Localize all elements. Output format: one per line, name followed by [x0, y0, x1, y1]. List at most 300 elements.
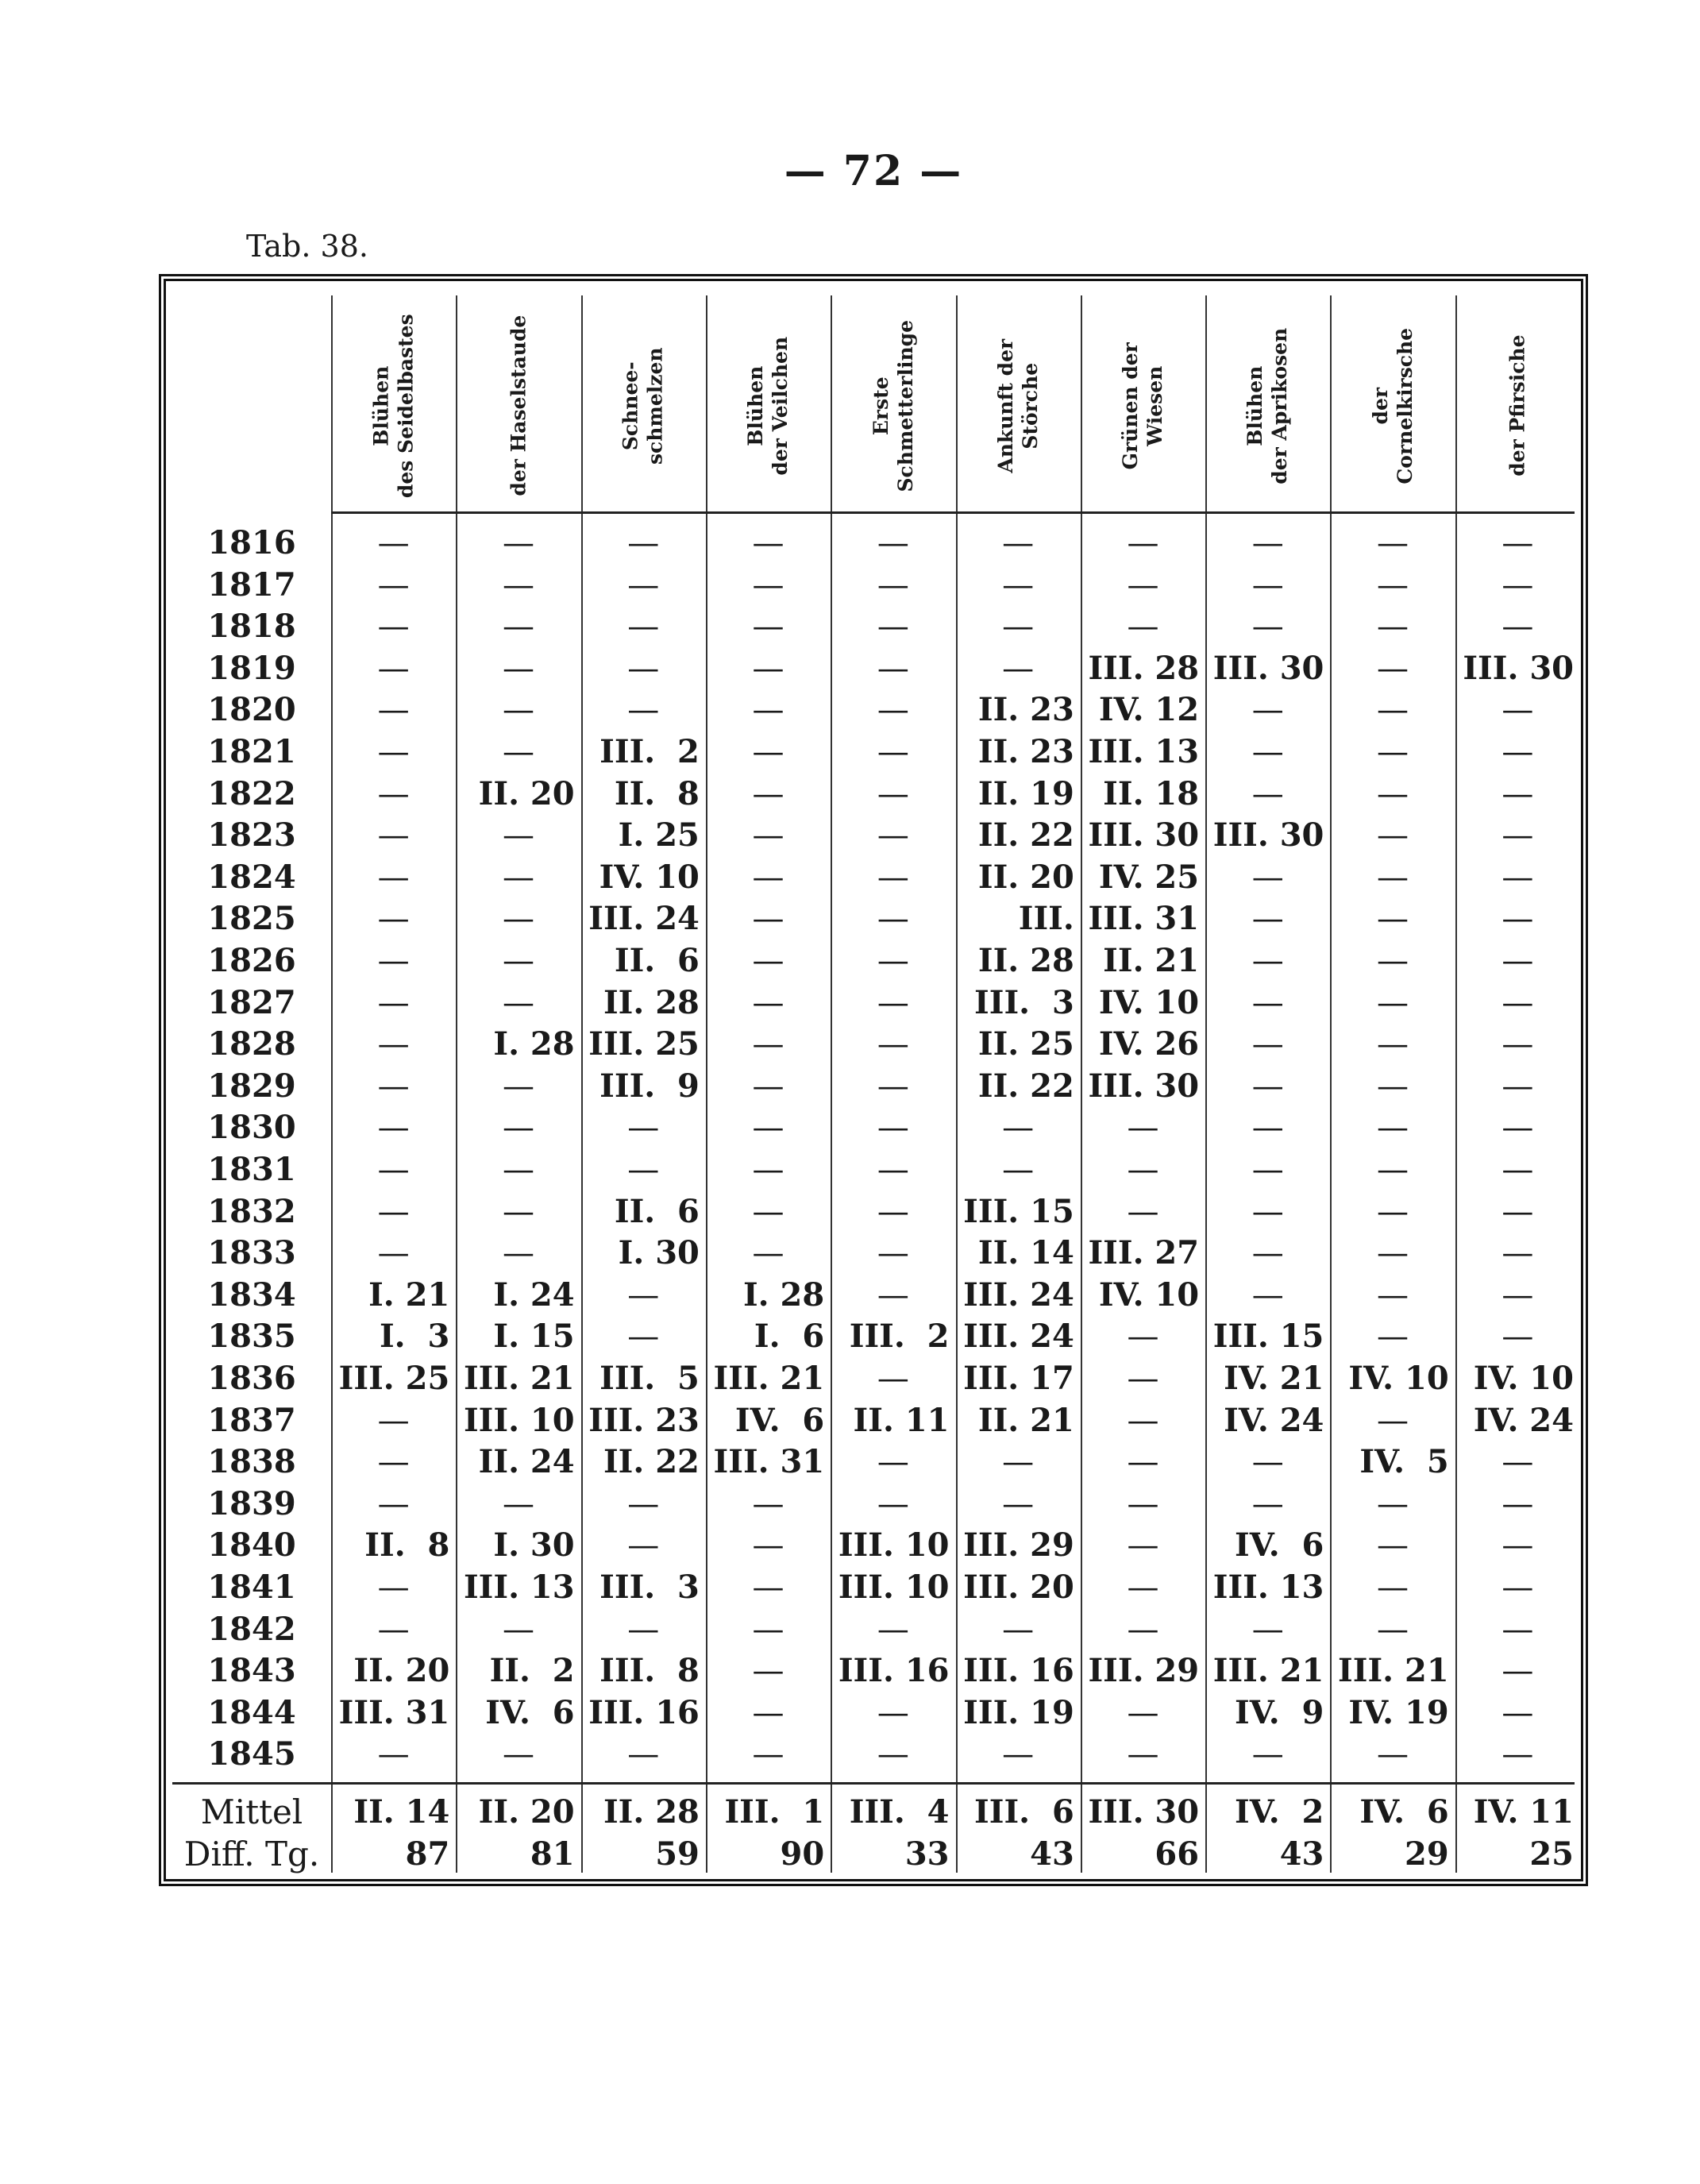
- table-cell: I. 30: [618, 1234, 700, 1272]
- table-cell: —: [752, 775, 784, 812]
- table-cell: —: [1127, 1152, 1159, 1188]
- row-year: 1817: [207, 565, 296, 604]
- table-cell: —: [1377, 859, 1409, 896]
- table-cell: —: [1251, 1235, 1284, 1272]
- table-cell: —: [377, 1026, 410, 1063]
- column-header: [831, 302, 955, 510]
- diff-cell: 90: [780, 1835, 825, 1873]
- table-cell: —: [1127, 1485, 1159, 1522]
- table-cell: —: [1127, 1402, 1159, 1439]
- table-cell: —: [877, 817, 909, 855]
- table-cell: II. 23: [977, 691, 1074, 729]
- table-cell: IV. 12: [1098, 691, 1200, 729]
- table-cell: —: [1501, 1611, 1534, 1648]
- footer-rule: [172, 1782, 1575, 1785]
- table-cell: IV. 19: [1348, 1693, 1449, 1731]
- mittel-cell: II. 20: [478, 1793, 575, 1831]
- mittel-cell: III. 30: [1088, 1793, 1200, 1831]
- table-cell: III. 8: [599, 1652, 700, 1690]
- row-year: 1832: [207, 1192, 296, 1230]
- table-cell: III. 21: [713, 1360, 825, 1397]
- row-year: 1840: [207, 1526, 296, 1565]
- table-cell: —: [877, 943, 909, 979]
- table-cell: —: [1127, 1527, 1159, 1565]
- table-cell: —: [377, 1152, 410, 1188]
- row-year: 1830: [207, 1109, 296, 1147]
- table-cell: —: [502, 1109, 534, 1147]
- row-year: 1833: [207, 1234, 296, 1272]
- table-cell: III. 24: [588, 900, 700, 938]
- table-cell: —: [377, 650, 410, 687]
- row-year: 1816: [207, 524, 296, 561]
- table-cell: —: [1127, 1193, 1159, 1230]
- table-cell: II. 23: [977, 733, 1074, 770]
- table-cell: III. 19: [963, 1693, 1074, 1731]
- table-cell: —: [1377, 650, 1409, 687]
- row-year: 1822: [207, 774, 296, 812]
- row-year: 1828: [207, 1025, 296, 1063]
- table-cell: —: [1377, 775, 1409, 812]
- diff-label: Diff. Tg.: [183, 1834, 320, 1873]
- table-cell: III.: [1018, 900, 1074, 938]
- table-cell: —: [877, 692, 909, 729]
- row-year: 1837: [207, 1401, 296, 1439]
- table-cell: —: [627, 525, 660, 561]
- column-header: [1455, 302, 1580, 510]
- table-cell: —: [1501, 1235, 1534, 1272]
- column-divider: [331, 295, 333, 1873]
- table-cell: —: [1501, 1318, 1534, 1356]
- table-cell: —: [1377, 1402, 1409, 1439]
- table-cell: —: [1251, 984, 1284, 1021]
- row-year: 1831: [207, 1151, 296, 1188]
- table-cell: III. 21: [1338, 1652, 1449, 1690]
- table-cell: —: [627, 1152, 660, 1188]
- table-cell: —: [1251, 692, 1284, 729]
- table-cell: —: [627, 1736, 660, 1773]
- table-cell: —: [1002, 525, 1035, 561]
- row-year: 1820: [207, 691, 296, 729]
- column-divider: [956, 295, 958, 1873]
- table-cell: III. 16: [963, 1652, 1074, 1690]
- table-cell: —: [877, 1026, 909, 1063]
- table-cell: —: [627, 1276, 660, 1314]
- table-cell: III. 29: [963, 1526, 1074, 1565]
- table-cell: —: [1377, 1611, 1409, 1648]
- table-cell: II. 14: [977, 1234, 1074, 1272]
- table-cell: —: [877, 1109, 909, 1147]
- table-cell: —: [1501, 775, 1534, 812]
- header-rule: [331, 511, 1575, 514]
- diff-cell: 25: [1529, 1835, 1574, 1873]
- table-cell: —: [752, 1694, 784, 1731]
- table-cell: —: [1377, 1193, 1409, 1230]
- mittel-cell: III. 6: [974, 1793, 1074, 1831]
- table-cell: —: [1377, 1276, 1409, 1314]
- table-cell: I. 15: [493, 1318, 575, 1356]
- table-cell: —: [752, 1736, 784, 1773]
- diff-cell: 43: [1030, 1835, 1074, 1873]
- row-year: 1827: [207, 983, 296, 1021]
- row-year: 1821: [207, 733, 296, 770]
- table-cell: —: [627, 1527, 660, 1565]
- table-cell: IV. 24: [1473, 1401, 1574, 1439]
- table-cell: —: [752, 1067, 784, 1105]
- table-cell: —: [1251, 1193, 1284, 1230]
- table-cell: —: [1377, 734, 1409, 770]
- column-divider: [1081, 295, 1082, 1873]
- table-cell: —: [752, 817, 784, 855]
- table-cell: —: [1501, 859, 1534, 896]
- table-cell: —: [1127, 1569, 1159, 1606]
- table-cell: —: [877, 566, 909, 604]
- table-cell: I. 21: [368, 1275, 450, 1314]
- table-cell: III. 21: [463, 1360, 575, 1397]
- table-cell: —: [752, 1653, 784, 1690]
- table-cell: II. 22: [603, 1443, 700, 1481]
- table-cell: III. 10: [838, 1569, 950, 1606]
- mittel-cell: IV. 11: [1473, 1793, 1574, 1831]
- table-cell: —: [1127, 1360, 1159, 1397]
- table-cell: —: [1127, 1109, 1159, 1147]
- table-cell: —: [502, 984, 534, 1021]
- table-cell: —: [1251, 1276, 1284, 1314]
- table-cell: II. 2: [489, 1652, 575, 1690]
- column-header-text: Blühen der Aprikosen: [1243, 327, 1292, 484]
- table-cell: III. 25: [588, 1025, 700, 1063]
- table-cell: I. 28: [742, 1275, 825, 1314]
- table-cell: II. 28: [603, 983, 700, 1021]
- table-cell: —: [1251, 901, 1284, 938]
- table-cell: —: [502, 650, 534, 687]
- table-cell: —: [1127, 1694, 1159, 1731]
- table-cell: —: [1377, 1067, 1409, 1105]
- table-cell: II. 20: [353, 1652, 450, 1690]
- table-cell: II. 21: [977, 1401, 1074, 1439]
- table-cell: —: [1002, 608, 1035, 646]
- table-cell: —: [1501, 1736, 1534, 1773]
- table-cell: —: [752, 692, 784, 729]
- table-cell: IV. 10: [1098, 983, 1200, 1021]
- table-cell: —: [877, 1736, 909, 1773]
- table-cell: —: [1127, 525, 1159, 561]
- table-cell: —: [1002, 566, 1035, 604]
- table-cell: —: [752, 1109, 784, 1147]
- table-cell: —: [1251, 1736, 1284, 1773]
- table-cell: —: [1377, 608, 1409, 646]
- table-cell: —: [877, 1276, 909, 1314]
- table-cell: IV. 5: [1359, 1443, 1449, 1481]
- table-cell: —: [877, 525, 909, 561]
- table-cell: II. 21: [1103, 942, 1200, 979]
- table-cell: —: [1377, 1736, 1409, 1773]
- table-cell: —: [377, 1235, 410, 1272]
- table-cell: —: [1377, 1152, 1409, 1188]
- table-cell: —: [377, 1402, 410, 1439]
- diff-cell: 29: [1405, 1835, 1449, 1873]
- row-year: 1834: [207, 1275, 296, 1314]
- table-cell: III. 23: [588, 1401, 700, 1439]
- table-cell: —: [1501, 566, 1534, 604]
- column-header-text: Erste Schmetterlinge: [869, 319, 917, 492]
- table-cell: I. 6: [754, 1318, 825, 1356]
- row-year: 1826: [207, 942, 296, 979]
- table-cell: —: [1251, 1026, 1284, 1063]
- row-year: 1835: [207, 1318, 296, 1356]
- table-cell: II. 22: [977, 816, 1074, 855]
- phenology-table: [159, 274, 1588, 1886]
- table-cell: —: [377, 1736, 410, 1773]
- column-divider: [1455, 295, 1457, 1873]
- table-cell: —: [377, 1569, 410, 1606]
- row-year: 1836: [207, 1360, 296, 1397]
- table-cell: III. 10: [838, 1526, 950, 1565]
- table-cell: —: [752, 1569, 784, 1606]
- table-cell: —: [1501, 734, 1534, 770]
- table-cell: —: [1377, 1318, 1409, 1356]
- table-cell: I. 25: [618, 816, 700, 855]
- table-cell: —: [1377, 817, 1409, 855]
- table-cell: —: [877, 1694, 909, 1731]
- column-header-text: der Haselstaude: [507, 315, 530, 496]
- table-cell: I. 24: [493, 1275, 575, 1314]
- table-cell: —: [752, 525, 784, 561]
- table-cell: —: [1501, 1276, 1534, 1314]
- table-cell: —: [377, 1109, 410, 1147]
- table-cell: —: [877, 650, 909, 687]
- table-cell: —: [1377, 901, 1409, 938]
- column-header: [581, 302, 706, 510]
- table-cell: III. 2: [849, 1318, 950, 1356]
- table-cell: I. 28: [493, 1025, 575, 1063]
- table-cell: IV. 10: [1473, 1360, 1574, 1397]
- row-year: 1842: [207, 1610, 296, 1648]
- table-cell: —: [1501, 1694, 1534, 1731]
- table-cell: —: [1377, 1569, 1409, 1606]
- table-cell: II. 25: [977, 1025, 1074, 1063]
- table-cell: —: [877, 1235, 909, 1272]
- table-cell: —: [377, 1444, 410, 1481]
- table-cell: —: [1377, 566, 1409, 604]
- table-cell: —: [1002, 1152, 1035, 1188]
- column-header: [1205, 302, 1330, 510]
- table-cell: —: [1501, 1026, 1534, 1063]
- table-cell: —: [1002, 1444, 1035, 1481]
- table-cell: —: [1251, 1485, 1284, 1522]
- table-cell: —: [627, 608, 660, 646]
- table-cell: —: [627, 692, 660, 729]
- table-cell: —: [752, 1611, 784, 1648]
- table-cell: —: [627, 1109, 660, 1147]
- table-cell: —: [377, 608, 410, 646]
- row-year: 1829: [207, 1067, 296, 1105]
- table-cell: —: [1501, 817, 1534, 855]
- table-cell: —: [502, 943, 534, 979]
- table-cell: III. 27: [1088, 1234, 1200, 1272]
- column-header: [706, 302, 831, 510]
- table-cell: III. 5: [599, 1360, 700, 1397]
- column-header-text: Blühen des Seidelbastes: [369, 314, 418, 498]
- table-cell: —: [877, 1485, 909, 1522]
- table-cell: —: [502, 608, 534, 646]
- table-cell: III. 17: [963, 1360, 1074, 1397]
- table-cell: III. 3: [974, 983, 1074, 1021]
- table-cell: —: [1377, 1109, 1409, 1147]
- table-cell: —: [502, 1067, 534, 1105]
- column-header: [956, 302, 1081, 510]
- table-cell: —: [877, 1444, 909, 1481]
- table-cell: —: [377, 566, 410, 604]
- table-cell: —: [1127, 1318, 1159, 1356]
- table-cell: —: [627, 1318, 660, 1356]
- table-cell: —: [752, 901, 784, 938]
- table-cell: —: [752, 734, 784, 770]
- table-cell: III. 24: [963, 1275, 1074, 1314]
- table-cell: —: [1501, 525, 1534, 561]
- table-cell: —: [752, 943, 784, 979]
- table-cell: —: [1377, 1026, 1409, 1063]
- table-cell: —: [502, 525, 534, 561]
- column-divider: [831, 295, 832, 1873]
- mittel-cell: III. 4: [849, 1793, 950, 1831]
- table-grid: [172, 287, 1575, 1873]
- table-cell: —: [502, 1485, 534, 1522]
- table-cell: —: [377, 734, 410, 770]
- column-header-text: Blühen der Veilchen: [744, 336, 792, 476]
- table-cell: —: [752, 984, 784, 1021]
- table-cell: —: [502, 1611, 534, 1648]
- table-cell: —: [1501, 984, 1534, 1021]
- mittel-label: Mittel: [200, 1792, 303, 1831]
- column-header-text: Grünen der Wiesen: [1119, 341, 1167, 470]
- table-cell: III. 20: [963, 1569, 1074, 1606]
- table-cell: —: [502, 901, 534, 938]
- row-year: 1823: [207, 816, 296, 855]
- table-cell: II. 11: [853, 1401, 950, 1439]
- table-cell: II. 28: [977, 942, 1074, 979]
- table-cell: —: [1377, 1235, 1409, 1272]
- table-cell: —: [877, 901, 909, 938]
- table-cell: III. 30: [1088, 816, 1200, 855]
- table-cell: III. 15: [963, 1192, 1074, 1230]
- table-cell: IV. 10: [1348, 1360, 1449, 1397]
- table-label: Tab. 38.: [246, 229, 368, 264]
- table-cell: —: [1501, 692, 1534, 729]
- table-cell: —: [1501, 1152, 1534, 1188]
- table-cell: —: [752, 1152, 784, 1188]
- table-cell: II. 19: [977, 774, 1074, 812]
- table-cell: —: [502, 566, 534, 604]
- column-header-text: Schnee- schmelzen: [619, 347, 668, 465]
- table-cell: —: [502, 1152, 534, 1188]
- diff-cell: 87: [405, 1835, 450, 1873]
- table-cell: II. 8: [614, 774, 700, 812]
- table-cell: III. 21: [1212, 1652, 1324, 1690]
- column-divider: [1330, 295, 1332, 1873]
- table-cell: —: [752, 1485, 784, 1522]
- column-header-text: der Pfirsiche: [1505, 334, 1529, 477]
- table-cell: III. 13: [1088, 733, 1200, 770]
- table-cell: —: [1251, 859, 1284, 896]
- table-cell: —: [752, 1527, 784, 1565]
- table-cell: III. 2: [599, 733, 700, 770]
- table-cell: III. 30: [1463, 649, 1574, 687]
- table-cell: III. 30: [1212, 816, 1324, 855]
- table-cell: —: [377, 901, 410, 938]
- table-cell: IV. 24: [1224, 1401, 1324, 1439]
- row-year: 1819: [207, 649, 296, 687]
- table-cell: IV. 6: [485, 1693, 575, 1731]
- table-cell: —: [1251, 775, 1284, 812]
- table-cell: III. 31: [713, 1443, 825, 1481]
- table-cell: —: [377, 984, 410, 1021]
- table-cell: —: [502, 1235, 534, 1272]
- table-cell: —: [752, 1235, 784, 1272]
- table-cell: —: [877, 1360, 909, 1397]
- row-year: 1825: [207, 900, 296, 938]
- diff-cell: 59: [655, 1835, 700, 1873]
- diff-cell: 81: [530, 1835, 575, 1873]
- table-cell: —: [1501, 1653, 1534, 1690]
- table-cell: —: [877, 1193, 909, 1230]
- table-cell: III. 24: [963, 1318, 1074, 1356]
- table-cell: III. 29: [1088, 1652, 1200, 1690]
- table-cell: III. 15: [1212, 1318, 1324, 1356]
- table-cell: —: [377, 1193, 410, 1230]
- table-cell: —: [377, 943, 410, 979]
- table-cell: —: [1251, 566, 1284, 604]
- table-cell: IV. 10: [1098, 1275, 1200, 1314]
- table-cell: —: [1251, 608, 1284, 646]
- row-year: 1843: [207, 1652, 296, 1690]
- table-cell: —: [1501, 608, 1534, 646]
- table-cell: —: [377, 1067, 410, 1105]
- table-cell: II. 6: [614, 1192, 700, 1230]
- table-cell: —: [1501, 1067, 1534, 1105]
- table-cell: —: [877, 734, 909, 770]
- table-cell: —: [1501, 943, 1534, 979]
- table-cell: —: [752, 1193, 784, 1230]
- table-cell: —: [1501, 1193, 1534, 1230]
- table-cell: —: [1377, 1485, 1409, 1522]
- table-cell: —: [377, 859, 410, 896]
- table-cell: —: [627, 1485, 660, 1522]
- table-cell: —: [627, 1611, 660, 1648]
- table-cell: —: [752, 650, 784, 687]
- table-cell: —: [1377, 1527, 1409, 1565]
- table-cell: —: [627, 650, 660, 687]
- mittel-cell: III. 1: [724, 1793, 825, 1831]
- table-cell: —: [1501, 1485, 1534, 1522]
- table-cell: —: [1251, 1067, 1284, 1105]
- table-cell: —: [502, 817, 534, 855]
- table-cell: III. 10: [463, 1401, 575, 1439]
- table-cell: —: [877, 608, 909, 646]
- diff-cell: 43: [1279, 1835, 1324, 1873]
- table-cell: III. 13: [463, 1569, 575, 1606]
- table-cell: III. 9: [599, 1067, 700, 1105]
- row-year: 1845: [207, 1735, 296, 1773]
- column-header: [1330, 302, 1455, 510]
- table-cell: III. 31: [1088, 900, 1200, 938]
- table-cell: —: [1127, 1736, 1159, 1773]
- table-cell: —: [1002, 1611, 1035, 1648]
- table-cell: —: [627, 566, 660, 604]
- table-cell: —: [1002, 650, 1035, 687]
- table-cell: —: [1127, 608, 1159, 646]
- table-cell: —: [377, 775, 410, 812]
- table-cell: —: [877, 984, 909, 1021]
